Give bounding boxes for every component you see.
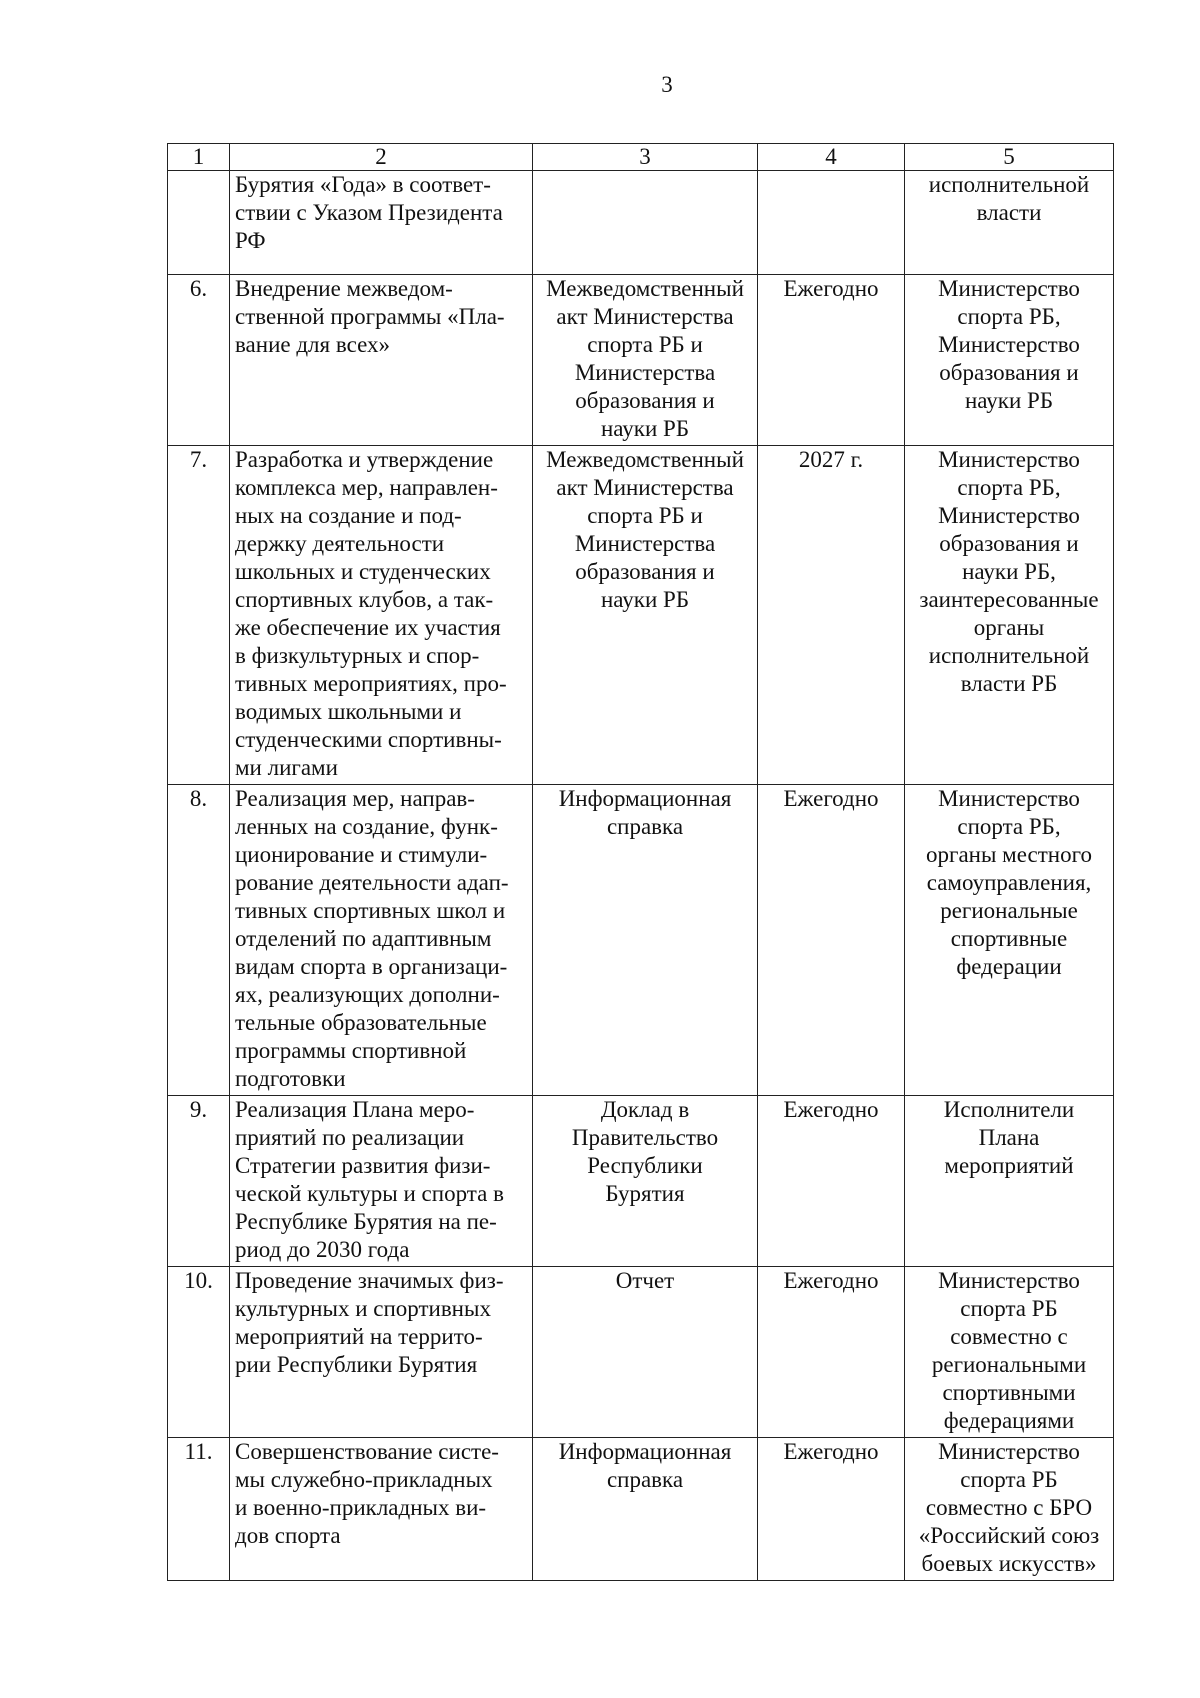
result-document: Доклад в Правительство Республики Бурятия xyxy=(533,1096,758,1267)
table-row xyxy=(168,171,1114,275)
result-document: Информационная справка xyxy=(533,1438,758,1581)
row-number: 8. xyxy=(168,785,230,1096)
table-row xyxy=(168,275,1114,446)
table-row xyxy=(168,446,1114,785)
page-number: 3 xyxy=(661,72,673,97)
responsible-executors: исполнительной власти xyxy=(905,171,1114,275)
measure-description: Разработка и утверждение комплекса мер, направлен- ных на создание и под- держку деятельности школьных и студенческих спортивных клубов, а так- же обеспечение их участия в физкультурных и спор- тивных мероприятиях, про- водимых школьными и студенческими спортивны- ми лигами xyxy=(230,446,533,785)
table-row xyxy=(168,1267,1114,1438)
result-document: Межведомственный акт Министерства спорта РБ и Министерства образования и науки РБ xyxy=(533,446,758,785)
table-row xyxy=(168,785,1114,1096)
table-row xyxy=(168,1438,1114,1581)
row-number: 9. xyxy=(168,1096,230,1267)
measure-description: Бурятия «Года» в соответ- ствии с Указом Президента РФ xyxy=(230,171,533,275)
responsible-executors: Министерство спорта РБ, Министерство образования и науки РБ xyxy=(905,275,1114,446)
measure-description: Совершенствование систе- мы служебно-прикладных и военно-прикладных ви- дов спорта xyxy=(230,1438,533,1581)
responsible-executors: Исполнители Плана мероприятий xyxy=(905,1096,1114,1267)
deadline xyxy=(758,171,905,275)
result-document: Межведомственный акт Министерства спорта РБ и Министерства образования и науки РБ xyxy=(533,275,758,446)
row-number: 7. xyxy=(168,446,230,785)
header-row xyxy=(168,144,1114,171)
measure-description: Проведение значимых физ- культурных и спортивных мероприятий на террито- рии Республики Бурятия xyxy=(230,1267,533,1438)
table-row xyxy=(168,1096,1114,1267)
column-header-1: 1 xyxy=(168,144,230,171)
responsible-executors: Министерство спорта РБ совместно с БРО «Российский союз боевых искусств» xyxy=(905,1438,1114,1581)
responsible-executors: Министерство спорта РБ, Министерство образования и науки РБ, заинтересованные органы исполнительной власти РБ xyxy=(905,446,1114,785)
deadline: Ежегодно xyxy=(758,1438,905,1581)
deadline: Ежегодно xyxy=(758,785,905,1096)
row-number: 6. xyxy=(168,275,230,446)
result-document xyxy=(533,171,758,275)
result-document: Информационная справка xyxy=(533,785,758,1096)
responsible-executors: Министерство спорта РБ, органы местного самоуправления, региональные спортивные федерации xyxy=(905,785,1114,1096)
plan-table xyxy=(167,143,1114,1581)
deadline: Ежегодно xyxy=(758,1267,905,1438)
measure-description: Реализация Плана меро- приятий по реализации Стратегии развития физи- ческой культуры и спорта в Республике Бурятия на пе- риод до 2030 года xyxy=(230,1096,533,1267)
row-number xyxy=(168,171,230,275)
deadline: Ежегодно xyxy=(758,275,905,446)
responsible-executors: Министерство спорта РБ совместно с региональными спортивными федерациями xyxy=(905,1267,1114,1438)
deadline: 2027 г. xyxy=(758,446,905,785)
column-header-3: 3 xyxy=(533,144,758,171)
measure-description: Реализация мер, направ- ленных на создание, функ- ционирование и стимули- рование деятельности адап- тивных спортивных школ и отделений по адаптивным видам спорта в организаци- ях, реализующих дополни- тельные образовательные программы спортивной подготовки xyxy=(230,785,533,1096)
result-document: Отчет xyxy=(533,1267,758,1438)
measure-description: Внедрение межведом- ственной программы «Пла- вание для всех» xyxy=(230,275,533,446)
row-number: 10. xyxy=(168,1267,230,1438)
column-header-5: 5 xyxy=(905,144,1114,171)
column-header-4: 4 xyxy=(758,144,905,171)
column-header-2: 2 xyxy=(230,144,533,171)
deadline: Ежегодно xyxy=(758,1096,905,1267)
row-number: 11. xyxy=(168,1438,230,1581)
